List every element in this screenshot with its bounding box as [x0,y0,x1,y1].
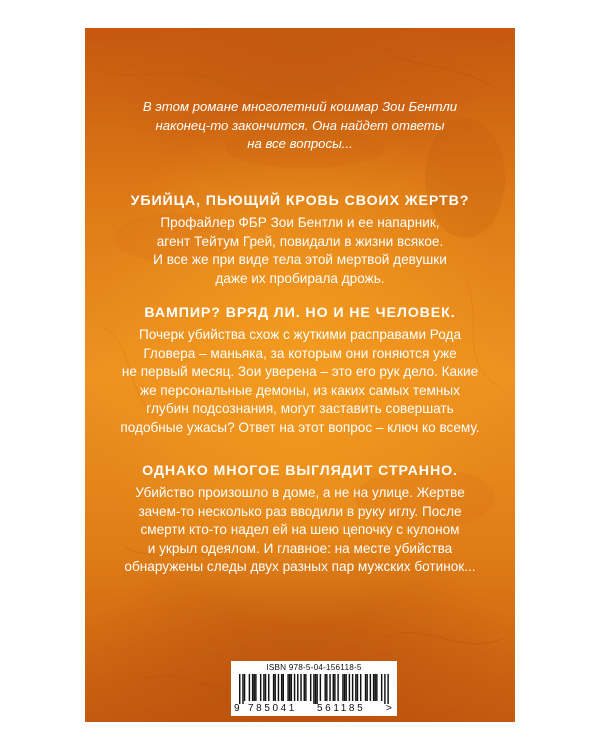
barcode-bar [239,674,240,704]
barcode-bar [263,674,264,701]
barcode-bar [337,674,338,701]
barcode-bar [384,674,385,704]
barcode-bar [242,674,243,704]
barcode-bar [252,674,253,701]
barcode-bar [273,674,274,701]
barcode-bar [313,674,314,704]
barcode-bar [342,674,343,701]
intro-blurb [85,98,515,154]
text-line: Убийство произошло в доме, а не на улице. Жертве [135,485,465,500]
text-line: подобные ужасы? Ответ на этот вопрос – ключ ко всему. [120,419,480,435]
barcode-bar [352,674,353,701]
text-line: и укрыл одеялом. И главное: на месте убийства [147,540,453,556]
text-line: же персональные демоны, из каких самых темных [140,382,460,398]
barcode-bars [239,674,389,704]
barcode-bar [316,674,317,704]
book-back-cover [85,28,515,722]
barcode-bar [344,674,345,701]
barcode-bar [381,674,382,701]
barcode-bar [360,674,361,701]
intro-line: на все вопросы... [247,136,353,151]
barcode-bar [260,674,261,701]
barcode-bar [355,674,356,701]
barcode-bar [244,674,245,701]
ean-left-digits: 785041 [248,703,297,714]
barcode-bar [281,674,282,701]
barcode-bar [345,674,346,701]
text-line: даже их пробирала дрожь. [215,270,385,286]
barcode-bar [326,674,327,701]
ean-right-digits: 561185 [317,703,366,714]
isbn-label: ISBN 978-5-04-156118-5 [266,663,362,672]
barcode-bar [315,674,316,704]
barcode-bar [289,674,290,701]
text-line: глубин подсознания, могут заставить совершать [146,401,454,417]
section-text-3 [85,484,515,577]
intro-line: наконец-то закончится. Она найдет ответы [155,117,445,133]
barcode-bar [268,674,269,701]
barcode-bar [365,674,366,701]
isbn-barcode [231,661,397,716]
barcode-bar [278,674,279,701]
barcode-bar [274,674,275,701]
text-line: И все же при виде тела этой мертвой девушки [153,252,447,268]
barcode-bar [297,674,298,701]
barcode-bar [349,674,350,701]
barcode-bar [366,674,367,701]
barcode-bar [255,674,256,701]
section-heading-3: ОДНАКО МНОГОЕ ВЫГЛЯДИТ СТРАННО. [142,463,458,479]
barcode-bar [287,674,288,701]
barcode-bar [357,674,358,701]
barcode-bar [329,674,330,701]
barcode-bar [334,674,335,701]
text-line: смерти кто-то надел ей на шею цепочку с кулоном [140,522,460,538]
section-text-1 [85,214,515,288]
barcode-bar [249,674,250,701]
barcode-bar [291,674,292,701]
barcode-bar [305,674,306,701]
text-line: не первый месяц. Зои уверена – это его рук дело. Какие [121,364,479,380]
text-line: Гловера – маньяка, за которым они гоняются уже [143,345,457,361]
text-line: Профайлер ФБР Зои Бентли и ее напарник, [160,215,440,230]
intro-line: В этом романе многолетний кошмар Зои Бентли [142,99,458,114]
barcode-bar [310,674,311,701]
section-heading-2: ВАМПИР? ВРЯД ЛИ. НО И НЕ ЧЕЛОВЕК. [144,305,456,321]
barcode-bar [333,674,334,701]
barcode-bar [376,674,377,701]
barcode-bar [370,674,371,701]
barcode-bar [265,674,266,701]
barcode-bar [283,674,284,701]
barcode-bar [304,674,305,701]
barcode-bar [254,674,255,701]
barcode-bar [387,674,388,704]
barcode-bar [300,674,301,701]
barcode-bar [374,674,375,701]
barcode-bar [320,674,321,701]
ean-quiet-mark: > [386,703,392,714]
ean-lead-digit: 9 [234,703,240,714]
barcode-bar [373,674,374,701]
text-line: агент Тейтум Грей, повидали в жизни всякое. [156,233,444,249]
section-heading-1: УБИЙЦА, ПЬЮЩИЙ КРОВЬ СВОИХ ЖЕРТВ? [130,193,470,209]
text-line: обнаружены следы двух разных пар мужских ботинок... [124,559,476,575]
text-line: Почерк убийства схож с жуткими расправами Рода [138,327,462,342]
text-line: зачем-то несколько раз вводили в руку иглу. После [138,503,462,519]
section-text-2 [85,326,515,438]
barcode-bar [294,674,295,701]
barcode-bar [324,674,325,701]
